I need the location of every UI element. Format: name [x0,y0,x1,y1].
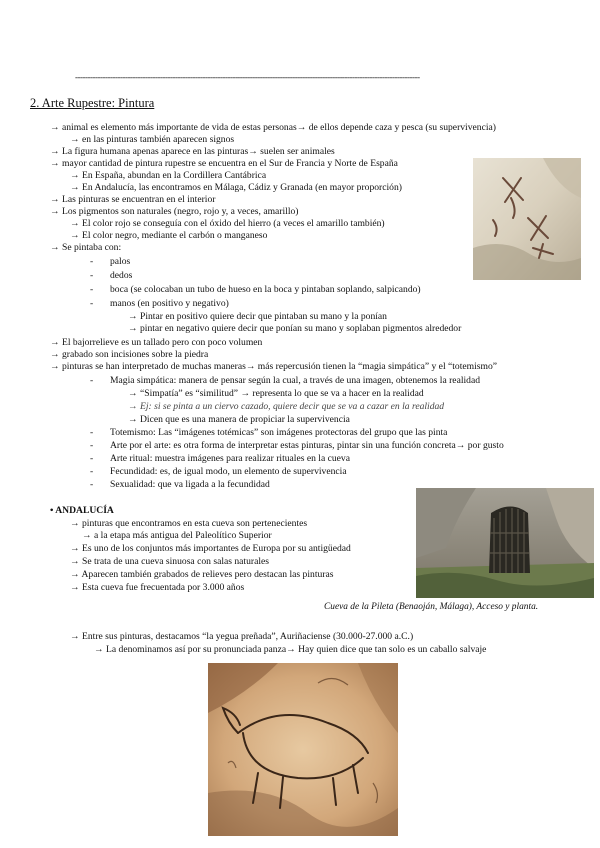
list-item: → en las pinturas también aparecen signos [70,134,235,145]
arrow-icon: → [70,182,80,193]
list-item: - boca (se colocaban un tubo de hueso en la boca y pintaban soplando, salpicando) [90,284,421,295]
section-title: 2. Arte Rupestre: Pintura [30,96,155,110]
arrow-icon: → [70,134,80,145]
list-item: → Es uno de los conjuntos más importantes de Europa por su antigüedad [70,543,351,554]
list-item: - Fecundidad: es, de igual modo, un elemento de supervivencia [90,466,347,477]
arrow-icon: → [94,644,104,655]
pregnant-mare-painting [208,663,398,836]
list-item: → Pintar en positivo quiere decir que pintaban su mano y la ponían [128,311,387,322]
list-item: → Las pinturas se encuentran en el interior [50,194,216,205]
list-item: → La figura humana apenas aparece en las pinturas→ suelen ser animales [50,146,335,157]
cave-entrance-illustration [416,488,594,598]
arrow-icon: → [82,530,92,541]
photo-caption: Cueva de la Pileta (Benaoján, Málaga), Acceso y planta. [324,602,539,612]
list-item: → pinturas se han interpretado de muchas maneras→ más repercusión tienen la “magia simpática” y el “totemismo” [50,361,498,372]
arrow-icon: → [50,361,60,372]
arrow-icon: → [50,349,60,360]
arrow-icon: → [50,206,60,217]
list-item: → Entre sus pinturas, destacamos “la yegua preñada”, Auriñaciense (30.000-27.000 a.C.) [70,631,414,642]
arrow-icon: → [50,122,60,133]
cave-painting-image [473,158,581,280]
cave-entrance-photo [416,488,594,598]
list-item: → “Simpatía” es “similitud” → representa lo que se va a hacer en la realidad [128,388,424,399]
list-item: → animal es elemento más importante de vida de estas personas→ de ellos depende caza y pesca (su supervivencia) [50,122,496,133]
bullet-icon: • [50,505,54,516]
arrow-icon: → [70,170,80,181]
list-item: → El color negro, mediante el carbón o manganeso [70,230,268,241]
arrow-icon: → [70,230,80,241]
list-item: → pinturas que encontramos en esta cueva son pertenecientes [70,518,308,529]
arrow-icon: → [70,569,80,580]
list-item: → Los pigmentos son naturales (negro, rojo y, a veces, amarillo) [50,206,299,217]
list-item: → El bajorrelieve es un tallado pero con poco volumen [50,337,263,348]
list-item: → La denominamos así por su pronunciada panza→ Hay quien dice que tan solo es un caballo salvaje [94,644,487,655]
arrow-icon: → [128,323,138,334]
arrow-icon: → [50,337,60,348]
list-item: - palos [90,256,131,267]
list-item: → pintar en negativo quiere decir que ponían su mano y soplaban pigmentos alrededor [128,323,462,334]
list-item: → En Andalucía, las encontramos en Málaga, Cádiz y Granada (en mayor proporción) [70,182,402,193]
cave-painting-illustration [473,158,581,280]
arrow-icon: → [70,631,80,642]
mare-painting-illustration [208,663,398,836]
list-item: → a la etapa más antigua del Paleolítico Superior [82,530,272,541]
list-item: → Se trata de una cueva sinuosa con salas naturales [70,556,270,567]
list-item: - Arte por el arte: es otra forma de interpretar estas pinturas, pintar sin una función concreta→ por gusto [90,440,504,451]
list-item: → El color rojo se conseguía con el óxido del hierro (a veces el amarillo también) [70,218,385,229]
arrow-icon: → [70,543,80,554]
list-item: → Aparecen también grabados de relieves pero destacan las pinturas [70,569,334,580]
andalucia-heading: • ANDALUCÍA [50,505,114,516]
list-item: → Dicen que es una manera de propiciar la supervivencia [128,414,350,425]
list-item: - Sexualidad: que va ligada a la fecundidad [90,479,270,490]
list-item: - Arte ritual: muestra imágenes para realizar rituales en la cueva [90,453,350,464]
list-item: - dedos [90,270,133,281]
list-item: - Magia simpática: manera de pensar según la cual, a través de una imagen, obtenemos la realidad [90,375,481,386]
arrow-icon: → [128,311,138,322]
arrow-icon: → [50,146,60,157]
arrow-icon: → [50,194,60,205]
list-item: - manos (en positivo y negativo) [90,298,229,309]
list-item: → Se pintaba con: [50,242,122,253]
arrow-icon: → [70,218,80,229]
list-item: → Ej: si se pinta a un ciervo cazado, quiere decir que se va a cazar en la realidad [128,401,445,412]
arrow-icon: → [50,158,60,169]
list-item: → grabado son incisiones sobre la piedra [50,349,209,360]
arrow-icon: → [128,401,138,412]
arrow-icon: → [70,518,80,529]
list-item: → mayor cantidad de pintura rupestre se encuentra en el Sur de Francia y Norte de España [50,158,398,169]
separator-line: ------------------------------------------------------------------------------------------------------------------------------------------ [75,72,420,82]
list-item: - Totemismo: Las “imágenes totémicas” son imágenes protectoras del grupo que las pinta [90,427,448,438]
arrow-icon: → [70,582,80,593]
list-item: → Esta cueva fue frecuentada por 3.000 años [70,582,245,593]
arrow-icon: → [128,414,138,425]
arrow-icon: → [70,556,80,567]
arrow-icon: → [50,242,60,253]
list-item: → En España, abundan en la Cordillera Cantábrica [70,170,267,181]
arrow-icon: → [128,388,138,399]
